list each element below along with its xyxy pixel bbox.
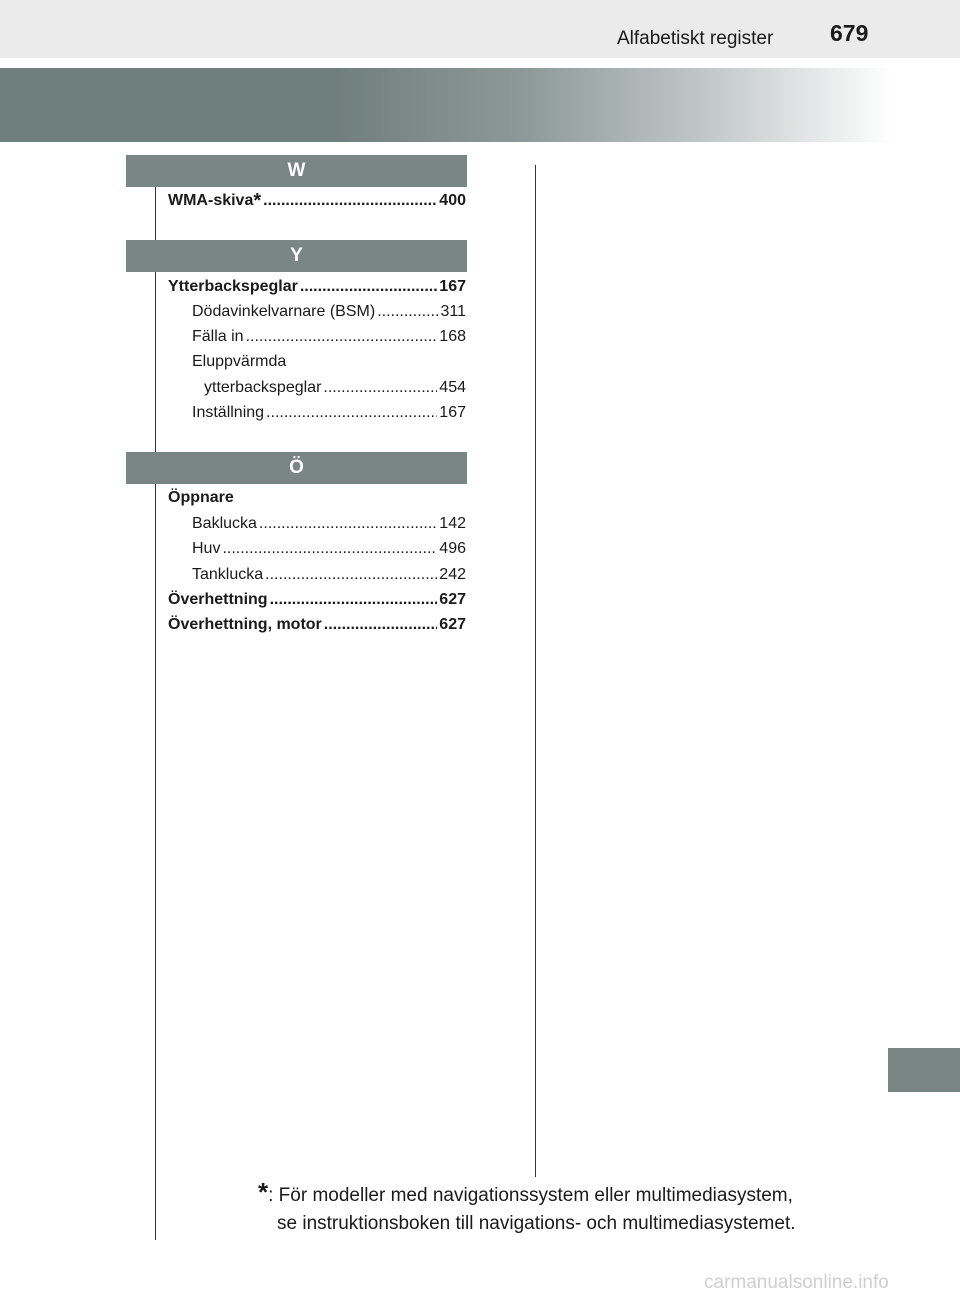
entry-page: 454 [439,379,466,396]
section-header-y: Y [126,240,467,272]
entry-page: 242 [439,566,466,583]
leader-dots [222,539,437,559]
index-subentry [192,327,466,347]
footnote-marker: * [258,1177,269,1207]
index-entry: WMA-skiva * ..... 400 [168,191,466,211]
entry-page: 627 [439,616,466,633]
index-subentry [192,403,466,423]
section-header-w: W [126,155,467,187]
watermark: carmanualsonline.info [704,1272,889,1293]
entry-text: Fälla in [192,328,244,345]
index-subentry [192,514,466,534]
header-gradient-band [0,68,960,142]
index-subentry [204,378,466,398]
leader-dots [300,277,437,297]
entry-text: Tanklucka [192,566,264,583]
entry-text: WMA-skiva [168,192,254,209]
entry-text: ytterbackspeglar [204,379,322,396]
entry-text: Eluppvärmda [192,353,287,370]
leader-dots [323,378,437,398]
index-entry [168,615,466,635]
index-subentry [192,302,466,322]
page-number: 679 [830,20,869,46]
index-subentry [192,565,466,585]
footnote-line-2: se instruktionsboken till navigations- och multimediasystemet. [277,1213,796,1234]
entry-text: Baklucka [192,515,257,532]
chapter-side-tab [888,1048,960,1092]
entry-page: 627 [439,591,466,608]
entry-page: 496 [439,540,466,557]
entry-page: 167 [439,278,466,295]
entry-page: 142 [439,515,466,532]
index-subentry [192,352,466,372]
entry-text: Öppnare [168,489,234,506]
section-header-o-umlaut: Ö [126,452,467,484]
running-title: Alfabetiskt register [617,28,774,49]
index-entry [168,590,466,610]
entry-page: 167 [439,404,466,421]
index-entry [168,277,466,297]
entry-page: 168 [439,328,466,345]
leader-dots [265,565,437,585]
leader-dots [246,327,438,347]
entry-text: Dödavinkelvarnare (BSM) [192,303,376,320]
middle-column-rule [535,165,536,1177]
entry-text: Huv [192,540,221,557]
leader-dots [377,302,438,322]
index-subentry [192,539,466,559]
entry-text: Överhettning, motor [168,616,322,633]
footnote-text-1: : För modeller med navigationssystem eller multimediasystem, [268,1185,793,1206]
leader-dots [266,403,437,423]
leader-dots [259,514,437,534]
leader-dots [270,590,438,610]
leader-dots [263,191,437,211]
footnote [258,1178,796,1238]
index-entry [168,488,466,508]
top-band [0,0,960,58]
entry-page: 311 [440,303,466,320]
entry-text: Inställning [192,404,265,421]
left-column-rule [155,160,156,1240]
entry-text: Ytterbackspeglar [168,278,298,295]
entry-text: Överhettning [168,591,268,608]
footnote-line-1 [258,1178,796,1210]
leader-dots [324,615,438,635]
entry-page: 400 [439,192,466,209]
